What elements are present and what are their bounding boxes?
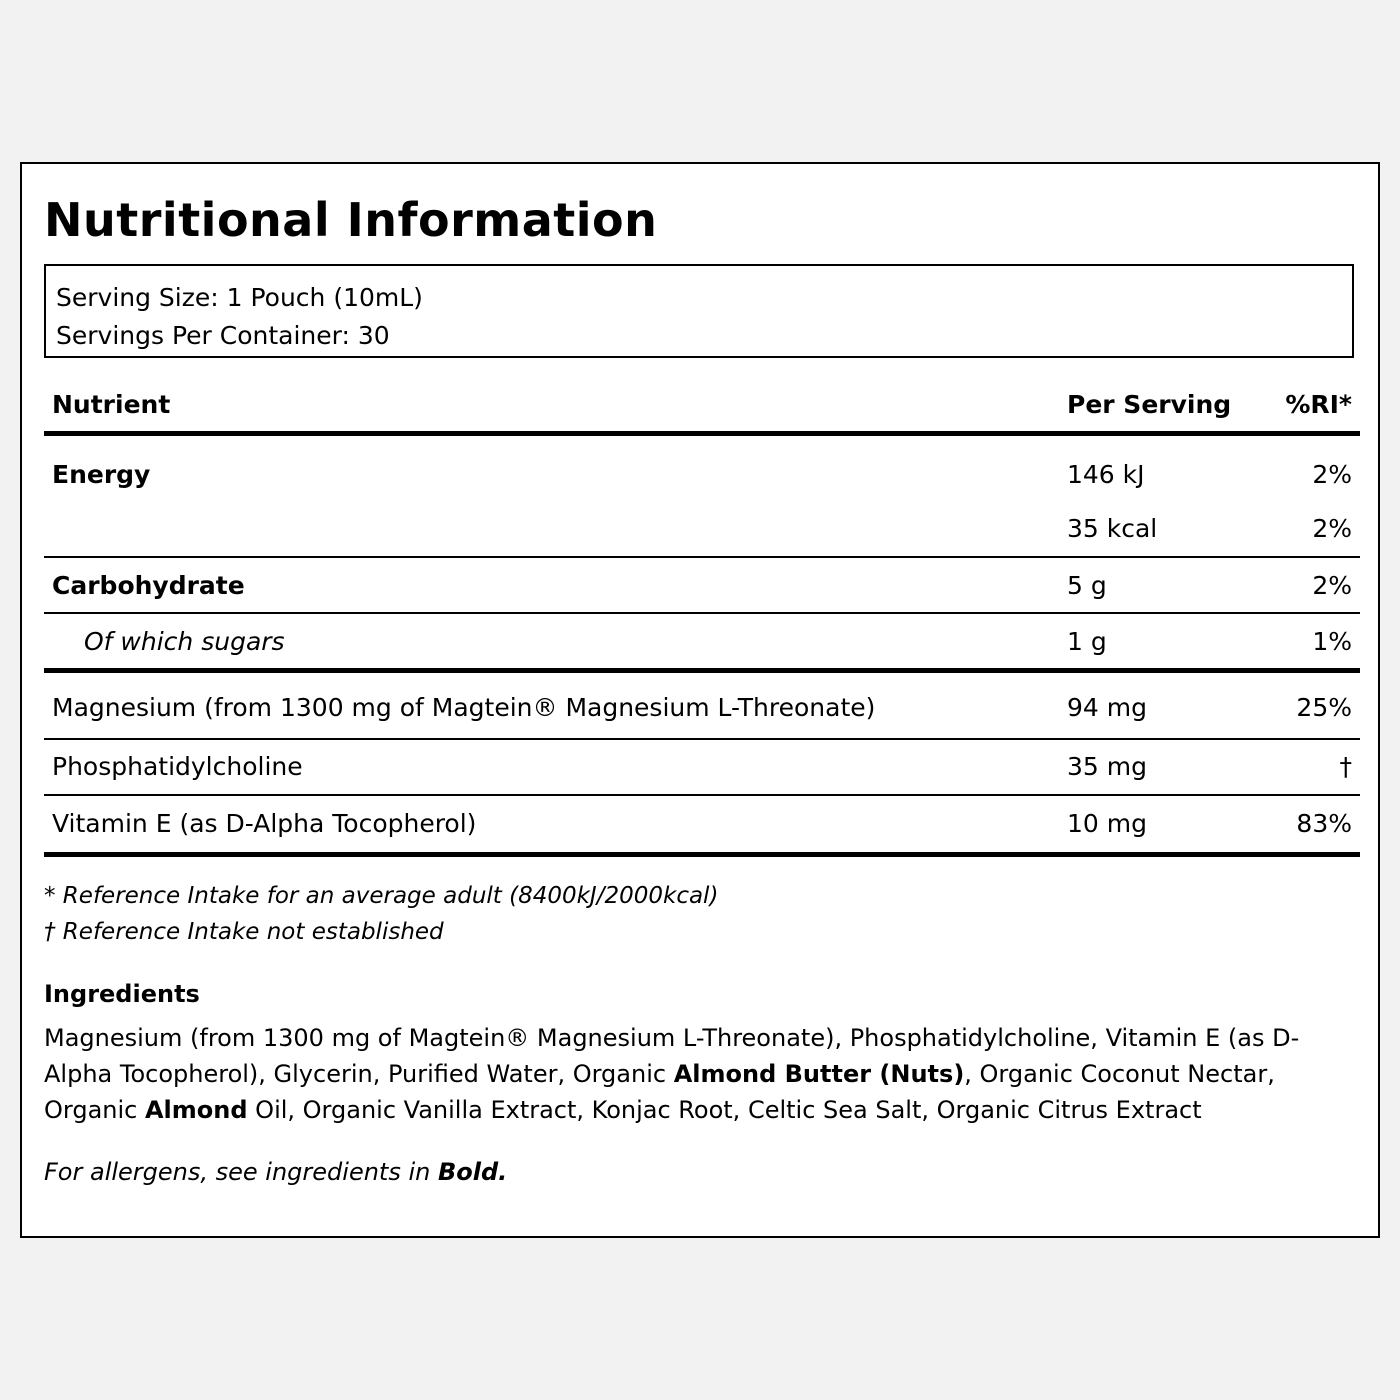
allergen-ingredient: Almond Butter (Nuts) bbox=[673, 1060, 965, 1088]
ingredients-heading: Ingredients bbox=[44, 980, 200, 1008]
nutrient-ri: 25% bbox=[1296, 693, 1352, 722]
nutrient-amount: 1 g bbox=[1067, 627, 1107, 656]
ingredients-text: , Organic Coconut Nectar, bbox=[964, 1060, 1275, 1088]
nutrient-name: Vitamin E (as D-Alpha Tocopherol) bbox=[52, 809, 477, 838]
ingredients-line bbox=[44, 1056, 1344, 1092]
allergen-ingredient: Almond bbox=[144, 1096, 248, 1124]
nutrient-amount-kcal: 35 kcal bbox=[1067, 514, 1158, 543]
header-ri: %RI* bbox=[1285, 390, 1352, 419]
table-row-magnesium bbox=[44, 673, 1360, 740]
table-row-phosphatidylcholine bbox=[44, 740, 1360, 796]
ingredients-list bbox=[44, 1020, 1344, 1128]
nutrient-name: Phosphatidylcholine bbox=[52, 752, 303, 781]
allergen-note bbox=[44, 1154, 507, 1190]
ingredients-text: Alpha Tocopherol), Glycerin, Purified Water, Organic bbox=[44, 1060, 674, 1088]
nutrient-ri: 2% bbox=[1312, 571, 1352, 600]
nutrient-ri: 2% bbox=[1312, 460, 1352, 489]
footnotes bbox=[44, 878, 718, 950]
nutrient-ri: † bbox=[1339, 752, 1352, 781]
ingredients-text: Organic bbox=[44, 1096, 145, 1124]
footnote-ri: * Reference Intake for an average adult (8400kJ/2000kcal) bbox=[44, 883, 719, 909]
nutrient-amount: 146 kJ bbox=[1067, 460, 1145, 489]
table-header-row bbox=[44, 378, 1360, 436]
servings-per-container: Servings Per Container: 30 bbox=[56, 321, 390, 350]
table-row-carbohydrate bbox=[44, 558, 1360, 614]
table-row-sugars bbox=[44, 614, 1360, 673]
nutrition-panel bbox=[20, 162, 1380, 1238]
allergen-text: For allergens, see ingredients in bbox=[44, 1158, 438, 1186]
header-per-serving: Per Serving bbox=[1067, 390, 1232, 419]
serving-size: Serving Size: 1 Pouch (10mL) bbox=[56, 283, 423, 312]
nutrient-amount: 35 mg bbox=[1067, 752, 1147, 781]
nutrient-amount: 10 mg bbox=[1067, 809, 1147, 838]
page-title: Nutritional Information bbox=[44, 193, 658, 247]
nutrient-name: Energy bbox=[52, 460, 151, 489]
nutrient-amount: 94 mg bbox=[1067, 693, 1147, 722]
header-nutrient: Nutrient bbox=[52, 390, 171, 419]
nutrient-amount: 5 g bbox=[1067, 571, 1107, 600]
ingredients-text: Magnesium (from 1300 mg of Magtein® Magnesium L-Threonate), Phosphatidylcholine, Vitamin E (as D- bbox=[44, 1024, 1300, 1052]
allergen-bold-word: Bold. bbox=[437, 1158, 508, 1186]
nutrient-ri: 83% bbox=[1296, 809, 1352, 838]
nutrient-ri-kcal: 2% bbox=[1312, 514, 1352, 543]
ingredients-line bbox=[44, 1020, 1344, 1056]
nutrient-name: Magnesium (from 1300 mg of Magtein® Magnesium L-Threonate) bbox=[52, 693, 876, 722]
ingredients-line bbox=[44, 1092, 1344, 1128]
nutrient-table bbox=[44, 378, 1360, 857]
nutrient-name: Carbohydrate bbox=[52, 571, 245, 600]
serving-info-box bbox=[44, 264, 1354, 358]
footnote-dagger: † Reference Intake not established bbox=[44, 919, 444, 945]
nutrient-ri: 1% bbox=[1312, 627, 1352, 656]
table-row-vitamin-e bbox=[44, 796, 1360, 857]
nutrient-name: Of which sugars bbox=[84, 627, 285, 656]
ingredients-text: Oil, Organic Vanilla Extract, Konjac Root, Celtic Sea Salt, Organic Citrus Extract bbox=[247, 1096, 1202, 1124]
table-row-energy bbox=[44, 436, 1360, 558]
